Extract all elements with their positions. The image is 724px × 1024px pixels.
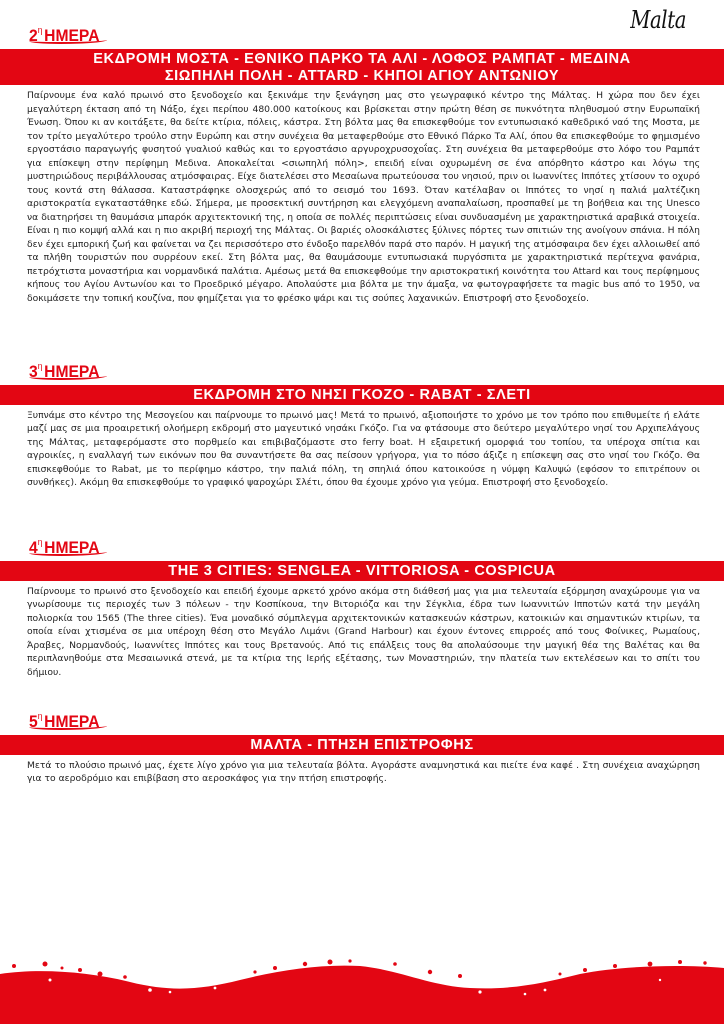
day-suffix: η (37, 537, 43, 547)
day-title-bar (0, 735, 724, 755)
day-word: ΗΜΕΡΑ (44, 362, 100, 381)
day-label (29, 356, 100, 381)
day-title-bar (0, 561, 724, 581)
day-description: Παίρνουμε ένα καλό πρωινό στο ξενοδοχείο και ξεκινάμε την ξενάγηση μας στο γεωγραφικό κέντρο της Μάλτας. Η χώρα που δεν έχει μεγαλύτερη έκταση από τη Νάξο, έχει περίπου 480.000 κατοίκους και βρίσκεται στην πρώτη θέση σε πυκνότητα πληθυσμού στην Ευρωπαϊκή Ένωση. Όπου κι αν κοιτάξετε, θα δείτε κτίρια, πόλεις, κάστρα. Στη βόλτα μας θα επισκεφθούμε τον εντυπωσιακό καθεδρικό ναό της Μοστα, με τον τρίτο μεγαλύτερο τρούλο στην Ευρώπη και στην συνέχεια θα μεταφερθούμε στο Εθνικό Πάρκο Τα Αλί, όπου θα επισκεφθούμε το φημισμένο εργοστάσιο παραγωγής φυσητού γυαλιού καθώς και το εργοστάσιο αργυροχρυσοχοΐας. Στη συνέχεια θα μεταφερθούμε στο λόφο του Ραμπάτ για επίσκεψη στην περίφημη Μεδινα. Αποκαλείται <σιωπηλή πόλη>, επειδή είναι οχυρωμένη σε ένα απόρθητο κάστρο και λόγω της μυστηριώδους περιβάλλουσας ατμόσφαιρας. Είχε διατελέσει στο Μεσαίωνα πρωτεύουσα του νησιού, πριν οι Ιωαννίτες Ιππότες χτίσουν το οχυρό τους κοντά στη θάλασσα. Καταστράφηκε ολοσχερώς από το σεισμό του 1693. Όταν κατέλαβαν οι Ιππότες το νησί η παλιά μαλτέζικη αριστοκρατία εγκαταστάθηκε εδώ. Σήμερα, με προσεκτική συντήρηση και ελεγχόμενη αναπαλαίωση, προσπαθεί με τη βοήθεια και της Unesco να διατηρήσει τη θαυμάσια μπαρόκ αρχιτεκτονική της, η οποία σε πολλές περιπτώσεις είναι συνδυασμένη με χαρακτηριστικά αραβικά στοιχεία. Είναι η πιο κομψή αλλά και η πιο ακριβή περιοχή της Μάλτας. Οι βαριές ολοσκάλιστες ξύλινες πόρτες των σπιτιών της ανοίγουν σπάνια. Η πόλη δεν έχει εμπορική ζωή και φαίνεται να ζει περισσότερο στο ένδοξο παρελθόν παρά στο παρόν. Η μαγική της ατμόσφαιρα δεν έχει αλλοιωθεί από τα πλήθη τουριστών που συρρέουν εκεί. Στη βόλτα μας, θα θαυμάσουμε εντυπωσιακά πυργόσπιτα με χαρακτηριστικά περίτεχνα φανάρια, πετρόχτιστα μοναστήρια και νορμανδικά παλάτια. Αμέσως μετά θα επισκεφθούμε την αριστοκρατική κοινότητα του Attard και τους περίφημους κήπους του Αγίου Αντωνίου και το Προεδρικό μέγαρο. Απολαύστε μια βόλτα με την άμαξα, να φωτογραφήσετε τα magic bus από το 1950, να δοκιμάσετε την τοπική κουζίνα, που φημίζεται για το φρέσκο ψάρι και τις σούπες λαχανικών. Επιστροφή στο ξενοδοχείο. (27, 90, 700, 304)
day-suffix: η (37, 361, 43, 371)
day-number: 3 (29, 362, 38, 381)
day-section-5 (0, 706, 724, 786)
day-title-bar (0, 49, 724, 85)
footer-wave-decoration (0, 944, 724, 1024)
day-title-line: ΣΙΩΠΗΛΗ ΠΟΛΗ - ATTARD - ΚΗΠΟΙ ΑΓΙΟΥ ΑΝΤΩΝΙΟΥ (164, 67, 560, 84)
day-description: Μετά το πλούσιο πρωινό μας, έχετε λίγο χρόνο για μια τελευταία βόλτα. Αγοράστε αναμνηστικά και πιείτε ένα καφέ . Στη συνέχεια αναχώρηση για το αεροδρόμιο και επιβίβαση στο αεροσκάφος για την πτήση επιστροφής. (27, 759, 700, 784)
day-section-3 (0, 356, 724, 490)
day-suffix: η (37, 25, 43, 35)
day-suffix: η (37, 711, 43, 721)
day-word: ΗΜΕΡΑ (44, 712, 100, 731)
brand-logo: Malta (630, 6, 686, 34)
day-number: 5 (29, 712, 38, 731)
day-number: 4 (29, 538, 38, 557)
day-title-line: ΜΑΛΤΑ - ΠΤΗΣΗ ΕΠΙΣΤΡΟΦΗΣ (250, 737, 474, 753)
day-description: Παίρνουμε το πρωινό στο ξενοδοχείο και επειδή έχουμε αρκετό χρόνο ακόμα στη διάθεσή μας για μια τελευταία εξόρμηση αναχώρουμε για να γνωρίσουμε τις περιοχές των 3 πόλεων - την Κοσπίκουα, την Βιτοριόζα και την Σέγκλια, έδρα των Ιωαννιτών Ιπποτών κατά την μεγάλη πολιορκία του 1565 (The three cities). Ένα μοναδικό σύμπλεγμα αρχιτεκτονικών κατασκευών κάστρων, κατοικιών και σημαντικών κτιρίων, τα οποία είναι χτισμένα σε μια υπέροχη θέση στο Μεγάλο Λιμάνι (Grand Harbour) και έχουν έντονες επιρροές από τους Φοίνικες, Ρωμαίους, Άραβες, Νορμανδούς, Ιωαννίτες Ιππότες και τους Βρετανούς. Από τις επάλξεις τους θα απολαύσουμε την μαγική θέα της Βαλέτας και θα περιπλανηθούμε στα Μεσαιωνικά στενά, με τα κτίρια της Ιερής εξέτασης, των Μοναστηριών, την πλατεία των εκτελέσεων και το σπίτι του δήμιου. (27, 585, 700, 678)
day-section-2 (0, 20, 724, 305)
day-title-bar (0, 385, 724, 405)
day-title-line: THE 3 CITIES: SENGLEA - VITTORIOSA - COSPICUA (168, 563, 556, 579)
day-description: Ξυπνάμε στο κέντρο της Μεσογείου και παίρνουμε το πρωινό μας! Μετά το πρωινό, αξιοποιήστε το χρόνο με τον τρόπο που επιθυμείτε ή ελάτε μαζί μας σε μια προαιρετική ολοήμερη εκδρομή στο μαγευτικό νησάκι Γκόζο. Για να φτάσουμε στο δεύτερο μεγαλύτερο νησί του Αρχιπελάγους της Μάλτας, μεταφερόμαστε στο πορθμείο και επιβιβαζόμαστε στο ferry boat. Η εξαιρετική ομορφιά του τοπίου, τα υπέροχα σπίτια και αγροικίες, η εναλλαγή των εικόνων που θα συναντήσετε θα σας πείσουν γρήγορα, για το πόσο άξιζε η επίσκεψη σας στο νησί του Γκόζο. Θα επισκεφθούμε το Rabat, με το περίφημο κάστρο, την παλιά πόλη, τη σπηλιά όπου κατοικούσε η νύμφη Καλυψώ (εφόσον το επιτρέπουν οι συνθήκες). Ακόμη θα επισκεφθούμε το γραφικό ψαροχώρι Σλέτι, όπου θα έχουμε χρόνο για γεύμα. Επιστροφή στο ξενοδοχείο. (27, 409, 700, 488)
day-section-4 (0, 532, 724, 679)
day-title-line: ΕΚΔΡΟΜΗ ΜΟΣΤΑ - ΕΘΝΙΚΟ ΠΑΡΚΟ ΤΑ ΑΛΙ - ΛΟΦΟΣ ΡΑΜΠΑΤ - ΜΕΔΙΝΑ (93, 51, 631, 67)
day-label (29, 20, 100, 45)
day-word: ΗΜΕΡΑ (44, 538, 100, 557)
day-number: 2 (29, 26, 38, 45)
day-label (29, 532, 100, 557)
day-title-line: ΕΚΔΡΟΜΗ ΣΤΟ ΝΗΣΙ ΓΚΟΖΟ - RABAT - ΣΛΕΤΙ (193, 387, 531, 403)
day-word: ΗΜΕΡΑ (44, 26, 100, 45)
day-label (29, 706, 100, 731)
